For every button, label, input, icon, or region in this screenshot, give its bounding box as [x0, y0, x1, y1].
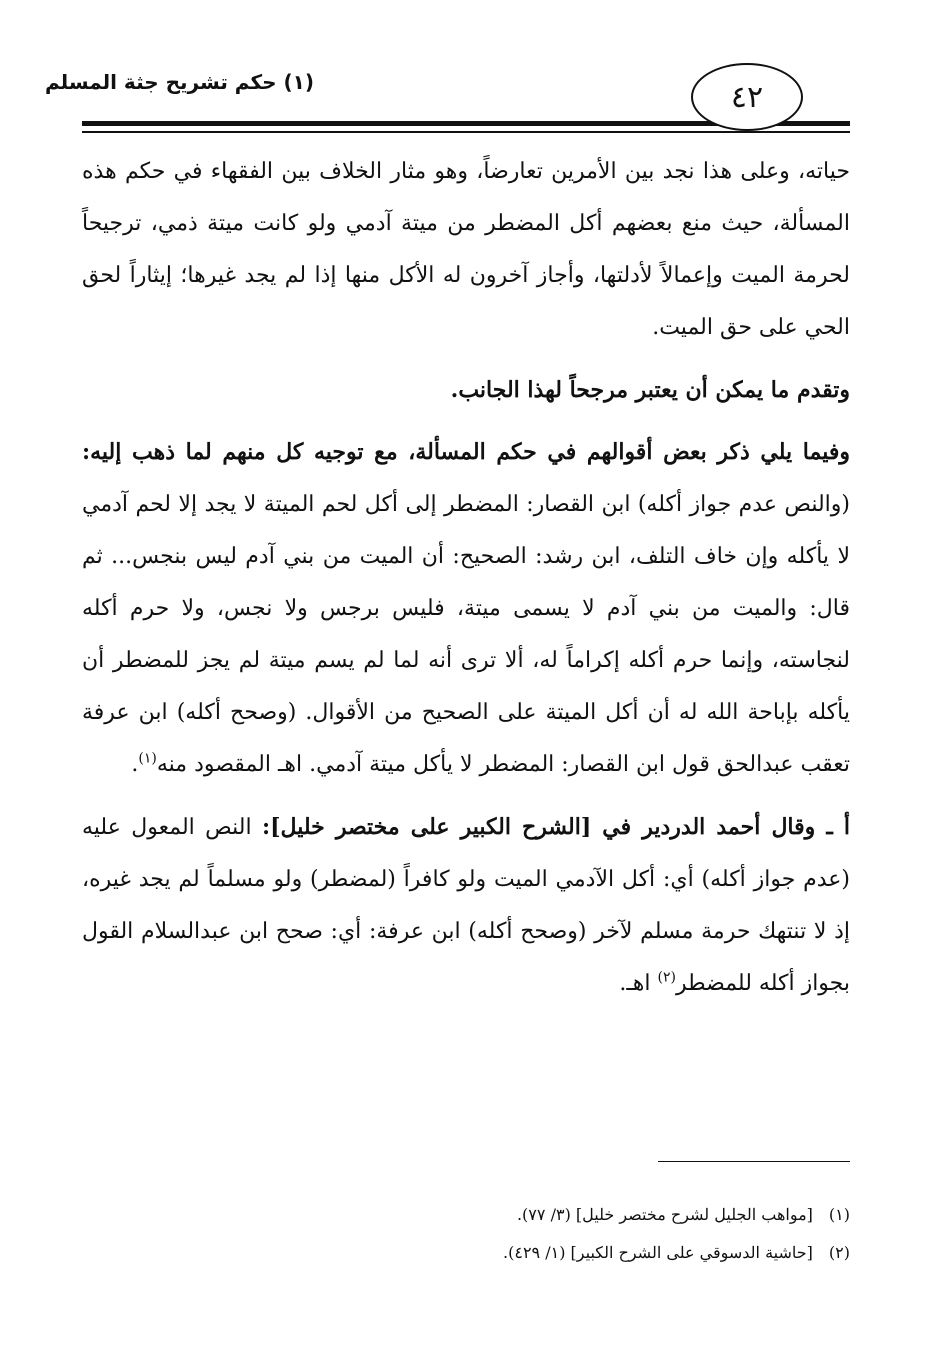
footnote-2	[82, 1234, 850, 1272]
paragraph-2: وتقدم ما يمكن أن يعتبر مرجحاً لهذا الجانب.	[450, 377, 850, 403]
paragraph-3	[82, 426, 850, 791]
footnotes	[82, 1196, 850, 1272]
footnote-text: [مواهب الجليل لشرح مختصر خليل] (٣/ ٧٧).	[516, 1205, 813, 1224]
paragraph-4-end: اهـ.	[619, 971, 658, 996]
paragraph-3-end: .	[131, 752, 139, 777]
paragraph-1: حياته، وعلى هذا نجد بين الأمرين تعارضاً، وهو مثار الخلاف بين الفقهاء في حكم هذه المسألة، حيث منع بعضهم أكل المضطر من ميتة آدمي ولو كانت ميتة ذمي، ترجيحاً لحرمة الميت وإعمالاً لأدلتها، وأجاز آخرون له الأكل منها إذا لم يجد غيرها؛ إيثاراً لحق الحي على حق الميت.	[82, 159, 850, 340]
paragraph-3-text: (والنص عدم جواز أكله) ابن القصار: المضطر إلى أكل لحم الميتة لا يجد إلا لحم آدمي لا يأكله وإن خاف التلف، ابن رشد: الصحيح: أن الميت من بني آدم ليس بنجس... ثم قال: والميت من بني آدم لا يسمى ميتة، فليس برجس ولا نجس، ولا حرم أكله لنجاسته، وإنما حرم أكله إكراماً له، ألا ترى أنه لما لم يسم ميتة لم يجز للمضطر أن يأكله بإباحة الله له أن أكل الميتة على الصحيح من الأقوال. (وصحح أكله) ابن عرفة تعقب عبدالحق قول ابن القصار: المضطر لا يأكل ميتة آدمي. اهـ المقصود منه	[82, 492, 850, 777]
paragraph-3-lead: وفيما يلي ذكر بعض أقوالهم في حكم المسألة، مع توجيه كل منهم لما ذهب إليه:	[82, 439, 850, 465]
running-header-title: (١) حكم تشريح جثة المسلم	[45, 70, 314, 94]
paragraph-4-lead: أ ـ وقال أحمد الدردير في [الشرح الكبير على مختصر خليل]:	[262, 814, 850, 840]
header-rule-thin	[82, 131, 850, 133]
footnote-1	[82, 1196, 850, 1234]
footnote-number: (٢)	[828, 1243, 850, 1262]
footnote-separator	[658, 1161, 850, 1162]
footnote-number: (١)	[828, 1205, 850, 1224]
page-number	[691, 63, 803, 131]
page-number-text: ٤٢	[730, 79, 764, 115]
footnote-text: [حاشية الدسوقي على الشرح الكبير] (١/ ٤٢٩).	[503, 1243, 813, 1262]
paragraph-4	[82, 801, 850, 1010]
footnote-ref-2: (٢)	[657, 969, 676, 986]
paragraph-4-text: النص المعول عليه (عدم جواز أكله) أي: أكل الآدمي الميت ولو كافراً (لمضطر) ولو مسلماً لم يجد غيره، إذ لا تنتهك حرمة مسلم لآخر (وصحح أكله) ابن عرفة: أي: صحح ابن عبدالسلام القول بجواز أكله للمضطر	[82, 815, 850, 996]
main-text	[82, 146, 850, 1010]
footnote-ref-1: (١)	[138, 750, 157, 767]
